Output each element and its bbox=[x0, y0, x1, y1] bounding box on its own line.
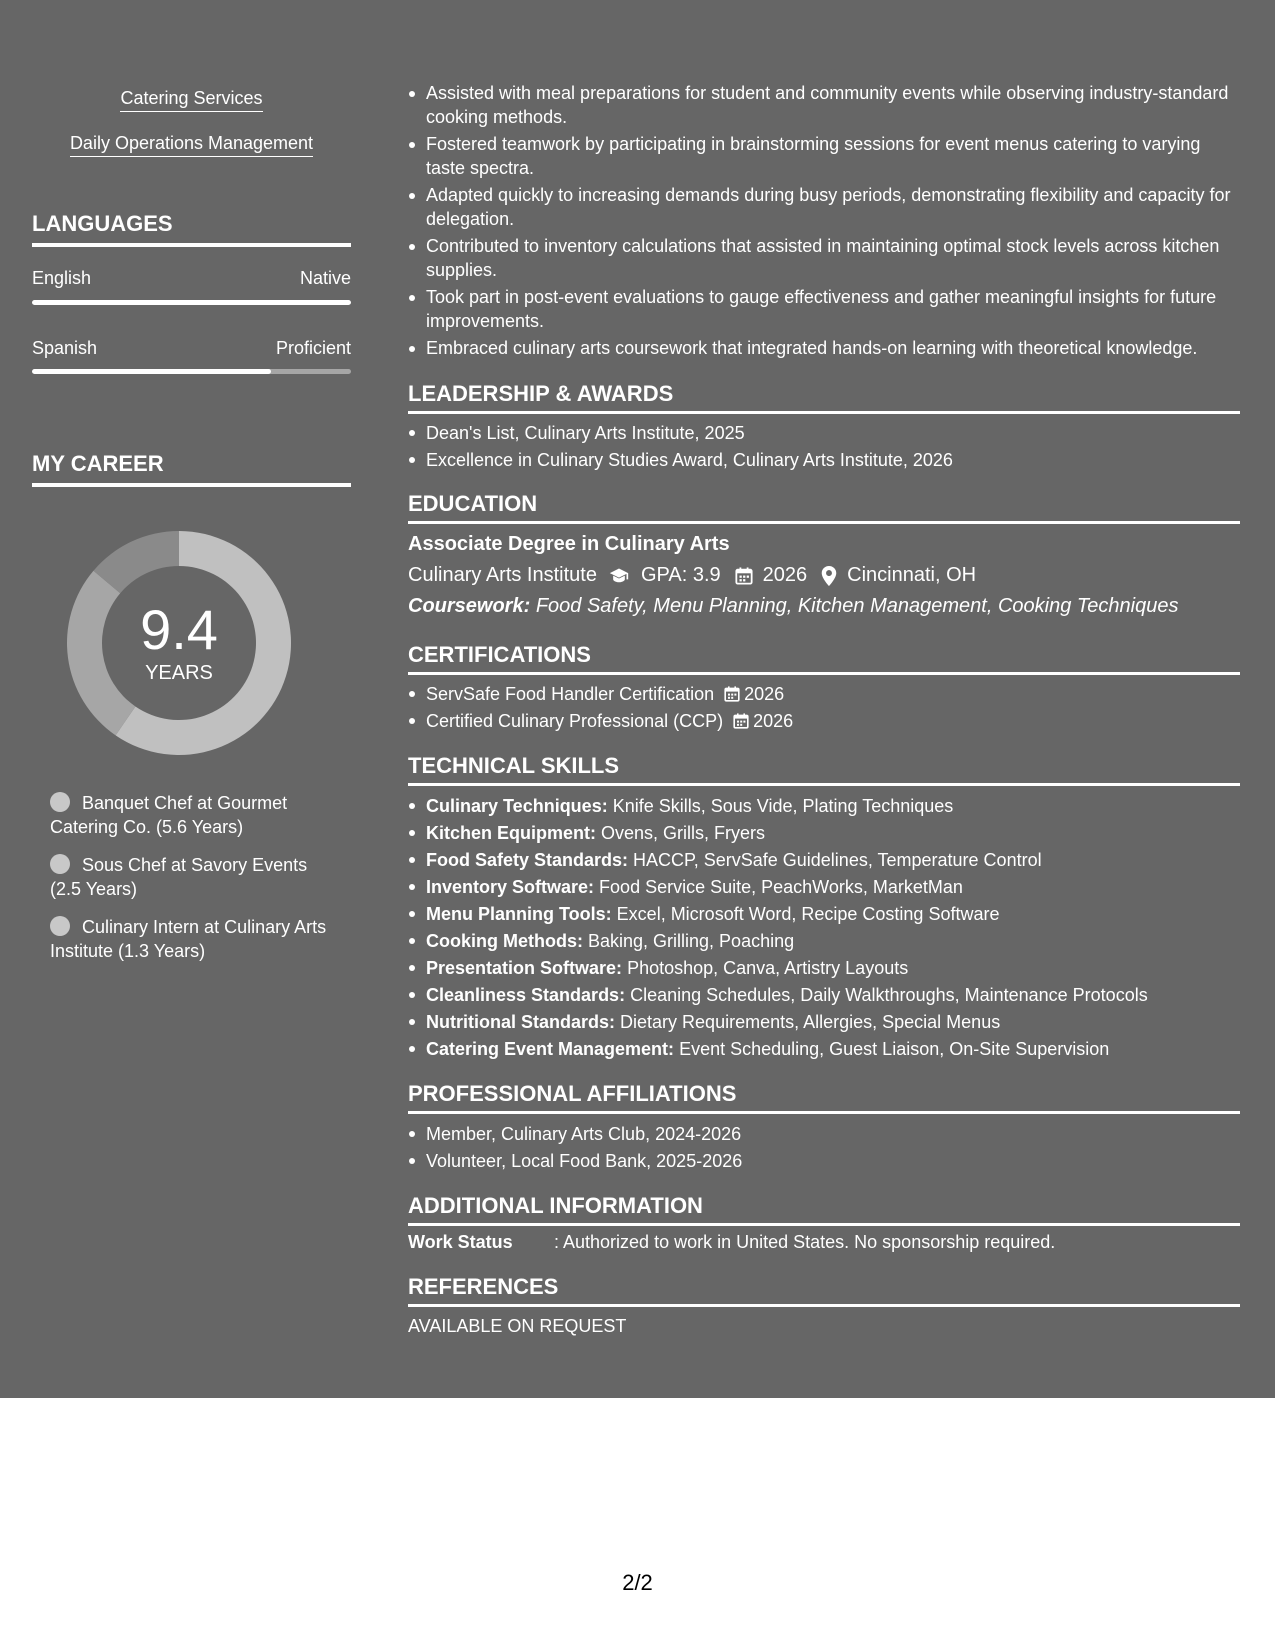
list-item: Excellence in Culinary Studies Award, Culinary Arts Institute, 2026 bbox=[408, 447, 1240, 474]
calendar-icon bbox=[733, 713, 749, 729]
work-status-label: Work Status bbox=[408, 1232, 513, 1252]
career-total-unit: YEARS bbox=[145, 661, 213, 684]
language-name: Spanish bbox=[32, 338, 98, 358]
list-item: Cleanliness Standards: Cleaning Schedules, Daily Walkthroughs, Maintenance Protocols bbox=[408, 982, 1240, 1009]
references-text: AVAILABLE ON REQUEST bbox=[408, 1316, 627, 1336]
coursework: Coursework: Food Safety, Menu Planning, Kitchen Management, Cooking Techniques bbox=[408, 595, 1179, 617]
list-item: Menu Planning Tools: Excel, Microsoft Word, Recipe Costing Software bbox=[408, 901, 1240, 928]
career-dot-icon bbox=[50, 854, 70, 874]
list-item: Catering Event Management: Event Scheduling, Guest Liaison, On-Site Supervision bbox=[408, 1036, 1240, 1063]
graduation-year: 2026 bbox=[762, 564, 808, 586]
list-item: Dean's List, Culinary Arts Institute, 2025 bbox=[408, 420, 1240, 447]
career-dot-icon bbox=[50, 792, 70, 812]
list-item: Adapted quickly to increasing demands during busy periods, demonstrating flexibility and capacity for delegation. bbox=[408, 183, 1240, 231]
certifications-heading: CERTIFICATIONS bbox=[408, 642, 1240, 675]
gpa: GPA: 3.9 bbox=[640, 564, 721, 586]
donut-center bbox=[67, 531, 291, 755]
language-bar-fill bbox=[32, 369, 271, 374]
list-item: Certified Culinary Professional (CCP) 2026 bbox=[408, 708, 1240, 735]
skill-link-operations[interactable]: Daily Operations Management bbox=[32, 133, 351, 157]
leadership-heading: LEADERSHIP & AWARDS bbox=[408, 381, 1240, 414]
list-item: Culinary Techniques: Knife Skills, Sous Vide, Plating Techniques bbox=[408, 793, 1240, 820]
additional-info-heading: ADDITIONAL INFORMATION bbox=[408, 1193, 1240, 1226]
work-status-value: : Authorized to work in United States. No sponsorship required. bbox=[554, 1232, 1056, 1252]
career-total-value: 9.4 bbox=[140, 597, 218, 661]
leadership-list bbox=[408, 420, 1240, 474]
location-pin-icon bbox=[821, 566, 837, 586]
list-item: Embraced culinary arts coursework that integrated hands-on learning with theoretical knowledge. bbox=[408, 336, 1240, 360]
language-level: Proficient bbox=[275, 338, 351, 358]
work-status-row bbox=[408, 1232, 1055, 1253]
list-item: Took part in post-event evaluations to gauge effectiveness and gather meaningful insights for future improvements. bbox=[408, 285, 1240, 333]
career-heading: MY CAREER bbox=[32, 451, 351, 487]
language-name: English bbox=[32, 268, 92, 288]
calendar-icon bbox=[724, 686, 740, 702]
language-level: Native bbox=[299, 268, 351, 288]
skill-link-catering[interactable]: Catering Services bbox=[32, 88, 351, 112]
graduation-cap-icon bbox=[607, 566, 631, 586]
list-item: ServSafe Food Handler Certification 2026 bbox=[408, 681, 1240, 708]
list-item: Inventory Software: Food Service Suite, PeachWorks, MarketMan bbox=[408, 874, 1240, 901]
list-item: Cooking Methods: Baking, Grilling, Poaching bbox=[408, 928, 1240, 955]
list-item: Fostered teamwork by participating in brainstorming sessions for event menus catering to varying taste spectra. bbox=[408, 132, 1240, 180]
degree-title: Associate Degree in Culinary Arts bbox=[408, 533, 730, 555]
affiliations-list bbox=[408, 1121, 1240, 1175]
list-item: Nutritional Standards: Dietary Requirements, Allergies, Special Menus bbox=[408, 1009, 1240, 1036]
calendar-icon bbox=[735, 567, 753, 585]
career-item: Banquet Chef at Gourmet Catering Co. (5.6 Years) bbox=[50, 793, 288, 837]
language-bar-fill bbox=[32, 300, 351, 305]
school-location: Cincinnati, OH bbox=[847, 564, 977, 586]
language-bar bbox=[32, 300, 351, 305]
list-item: Assisted with meal preparations for student and community events while observing industry-standard cooking methods. bbox=[408, 81, 1240, 129]
education-details bbox=[408, 564, 976, 587]
list-item: Kitchen Equipment: Ovens, Grills, Fryers bbox=[408, 820, 1240, 847]
career-item: Culinary Intern at Culinary Arts Institute (1.3 Years) bbox=[50, 917, 327, 961]
technical-skills-heading: TECHNICAL SKILLS bbox=[408, 753, 1240, 786]
list-item: Food Safety Standards: HACCP, ServSafe Guidelines, Temperature Control bbox=[408, 847, 1240, 874]
list-item: Presentation Software: Photoshop, Canva, Artistry Layouts bbox=[408, 955, 1240, 982]
languages-heading: LANGUAGES bbox=[32, 211, 351, 247]
school-name: Culinary Arts Institute bbox=[408, 564, 597, 586]
career-dot-icon bbox=[50, 916, 70, 936]
page-number: 2/2 bbox=[622, 1570, 653, 1595]
language-row bbox=[32, 268, 351, 289]
technical-skills-list bbox=[408, 793, 1240, 1063]
list-item: Member, Culinary Arts Club, 2024-2026 bbox=[408, 1121, 1240, 1148]
experience-bullets bbox=[408, 81, 1240, 363]
career-item: Sous Chef at Savory Events (2.5 Years) bbox=[50, 855, 308, 899]
affiliations-heading: PROFESSIONAL AFFILIATIONS bbox=[408, 1081, 1240, 1114]
language-row bbox=[32, 338, 351, 359]
education-heading: EDUCATION bbox=[408, 491, 1240, 524]
references-heading: REFERENCES bbox=[408, 1274, 1240, 1307]
certifications-list bbox=[408, 681, 1240, 735]
career-donut-chart bbox=[67, 531, 291, 755]
list-item: Volunteer, Local Food Bank, 2025-2026 bbox=[408, 1148, 1240, 1175]
list-item: Contributed to inventory calculations that assisted in maintaining optimal stock levels across kitchen supplies. bbox=[408, 234, 1240, 282]
language-bar bbox=[32, 369, 351, 374]
